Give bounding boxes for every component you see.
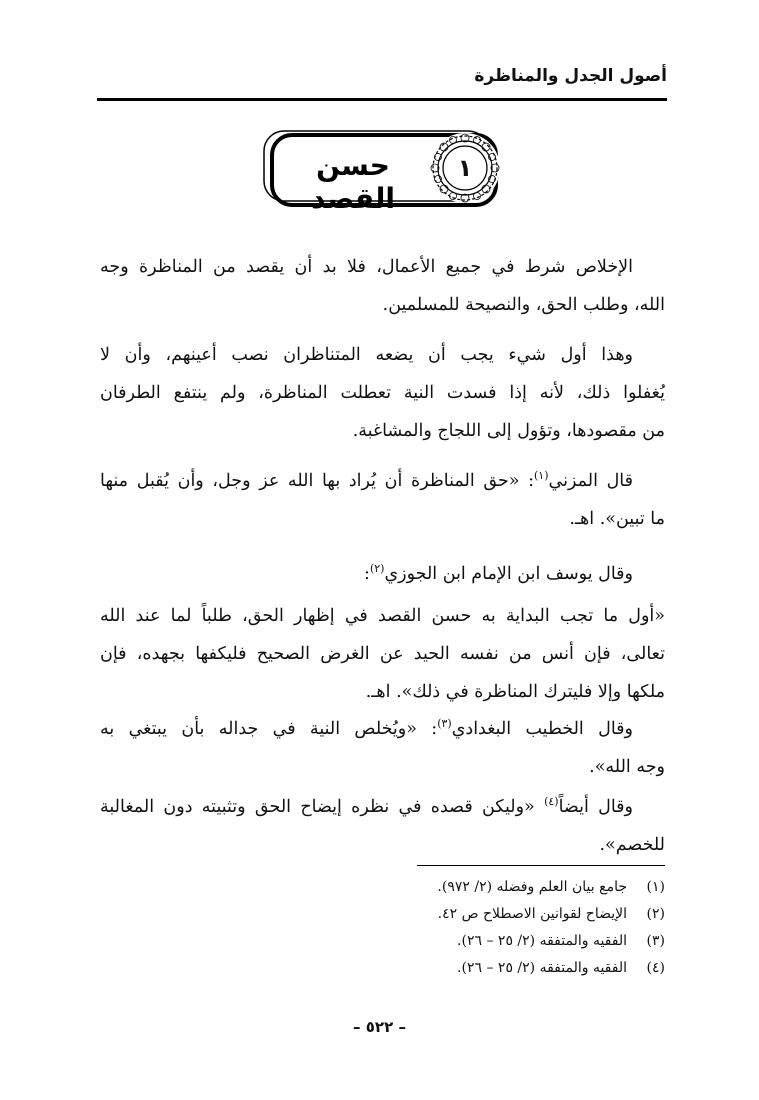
quote-attribution: قال المزني <box>548 471 633 491</box>
footnote-ref: (٢) <box>369 562 385 576</box>
paragraph-line: ما تبين». اهـ. <box>569 509 665 529</box>
paragraph-line <box>100 462 665 500</box>
paragraph-6 <box>100 710 665 786</box>
footnotes <box>265 874 665 982</box>
paragraph-line: الإخلاص شرط في جميع الأعمال، فلا بد أن يقصد من المناظرة وجه <box>100 257 633 277</box>
quote-attribution: وقال أيضاً <box>558 797 633 817</box>
header-rule <box>97 98 667 101</box>
paragraph-line: وجه الله». <box>589 757 665 777</box>
chapter-title: حسن القصد <box>310 149 396 215</box>
paragraph-line: ملكها وإلا فليترك المناظرة في ذلك». اهـ. <box>365 682 665 702</box>
paragraph-line: تعالى، فإن أنس من نفسه الحيد عن الغرض الصحيح فليكفها بجهده، فإن <box>100 644 665 664</box>
paragraph-line: يُغفلوا ذلك، لأنه إذا فسدت النية تعطلت المناظرة، ولم ينتفع الطرفان <box>100 383 665 403</box>
paragraph-line <box>100 555 665 593</box>
footnote-text: الفقيه والمتفقه (٢/ ٢٥ – ٢٦). <box>457 933 627 949</box>
paragraph-line <box>100 710 665 748</box>
footnote-ref: (١) <box>534 469 549 483</box>
footnote-number: (٢) <box>646 906 665 922</box>
footnote-item <box>265 901 665 928</box>
paragraph-1 <box>100 248 665 324</box>
paragraph-3 <box>100 462 665 538</box>
quote-text: : <box>364 564 370 584</box>
footnote-ref: (٤) <box>544 795 559 809</box>
page-number: – ٥٢٢ – <box>353 1018 406 1036</box>
chapter-number: ١ <box>457 154 473 182</box>
footnote-text: الإيضاح لقوانين الاصطلاح ص ٤٢. <box>437 906 627 922</box>
paragraph-line: وهذا أول شيء يجب أن يضعه المتناظران نصب أعينهم، وأن لا <box>100 345 633 365</box>
chapter-heading-box <box>258 129 503 215</box>
footnote-number: (٤) <box>646 960 665 976</box>
paragraph-5 <box>100 597 665 711</box>
footnote-item <box>265 955 665 982</box>
paragraph-line: للخصم». <box>599 835 665 855</box>
paragraph-line: الله، وطلب الحق، والنصيحة للمسلمين. <box>382 295 665 315</box>
quote-attribution: وقال الخطيب البغدادي <box>451 719 633 739</box>
running-header-title: أصول الجدل والمناظرة <box>474 66 667 86</box>
quote-text: : «حق المناظرة أن يُراد بها الله عز وجل، وأن يُقبل منها <box>100 471 534 491</box>
footnote-item <box>265 874 665 901</box>
quote-text: : «ويُخلص النية في جداله بأن يبتغي به <box>100 719 438 739</box>
footnote-separator <box>417 865 665 866</box>
paragraph-line: من مقصودها، وتؤول إلى اللجاج والمشاغبة. <box>352 421 665 441</box>
footnote-text: الفقيه والمتفقه (٢/ ٢٥ – ٢٦). <box>457 960 627 976</box>
footnote-text: جامع بيان العلم وفضله (٢/ ٩٧٢). <box>437 879 627 895</box>
paragraph-2 <box>100 336 665 450</box>
paragraph-4 <box>100 555 665 593</box>
footnote-ref: (٣) <box>437 717 452 731</box>
paragraph-line: «أول ما تجب البداية به حسن القصد في إظهار الحق، طلباً لما عند الله <box>100 606 665 626</box>
paragraph-line <box>100 788 665 826</box>
quote-attribution: وقال يوسف ابن الإمام ابن الجوزي <box>384 564 633 584</box>
footnote-number: (٣) <box>646 933 665 949</box>
quote-text: «وليكن قصده في نظره إيضاح الحق وتثبيته دون المغالبة <box>100 797 545 817</box>
footnote-item <box>265 928 665 955</box>
paragraph-7 <box>100 788 665 864</box>
footnote-number: (١) <box>646 879 665 895</box>
